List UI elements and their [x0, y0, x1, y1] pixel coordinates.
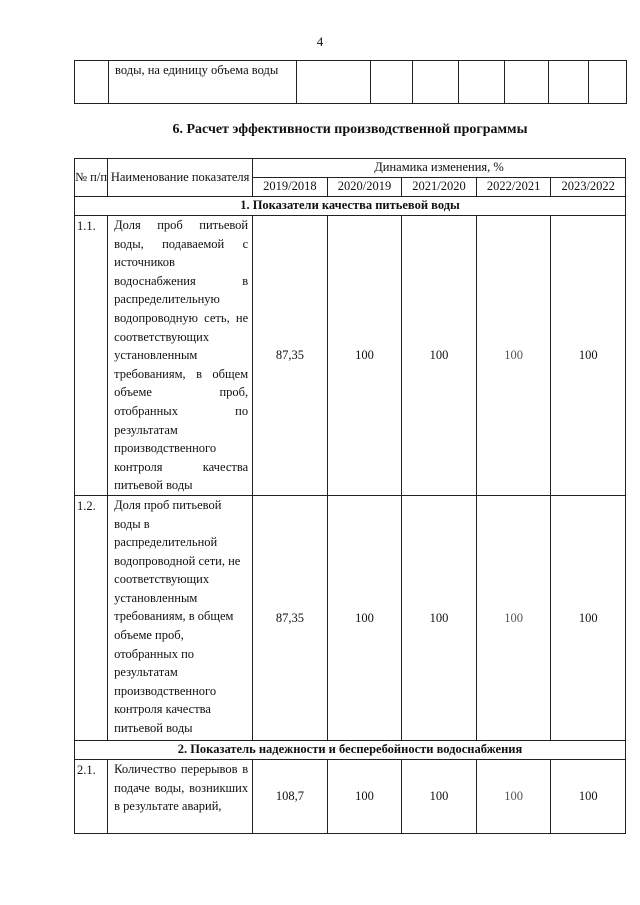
header-name: Наименование показателя [108, 159, 253, 197]
row-num: 2.1. [75, 759, 108, 833]
header-num: № п/п [75, 159, 108, 197]
section-heading: 6. Расчет эффективности производственной программы [172, 122, 528, 137]
page-number: 4 [316, 34, 324, 49]
fragment-cell [505, 61, 549, 104]
row-value: 100 [402, 495, 477, 740]
row-value: 87,35 [253, 495, 328, 740]
fragment-cell [589, 61, 627, 104]
header-year: 2019/2018 [253, 178, 328, 197]
continued-table-fragment [74, 60, 627, 104]
row-value: 87,35 [253, 216, 328, 496]
fragment-cell [297, 61, 371, 104]
group-title: 1. Показатели качества питьевой воды [75, 197, 626, 216]
fragment-text: воды, на единицу объема воды [109, 61, 297, 104]
header-year: 2021/2020 [402, 178, 477, 197]
efficiency-table [74, 158, 626, 834]
header-year: 2020/2019 [327, 178, 402, 197]
fragment-cell [371, 61, 413, 104]
row-num: 1.2. [75, 495, 108, 740]
header-year: 2022/2021 [476, 178, 551, 197]
row-value: 100 [327, 216, 402, 496]
fragment-cell [413, 61, 459, 104]
row-value: 100 [327, 759, 402, 833]
row-name: Количество перерывов в подаче воды, возникших в результате аварий, [108, 759, 253, 833]
row-value: 100 [327, 495, 402, 740]
row-value: 108,7 [253, 759, 328, 833]
row-value: 100 [476, 759, 551, 833]
fragment-cell [459, 61, 505, 104]
row-value: 100 [551, 216, 626, 496]
row-num: 1.1. [75, 216, 108, 496]
row-value: 100 [551, 759, 626, 833]
header-year: 2023/2022 [551, 178, 626, 197]
row-value: 100 [402, 759, 477, 833]
group-title: 2. Показатель надежности и бесперебойности водоснабжения [75, 740, 626, 759]
row-value: 100 [476, 495, 551, 740]
row-value: 100 [476, 216, 551, 496]
row-value: 100 [402, 216, 477, 496]
fragment-cell [549, 61, 589, 104]
row-name: Доля проб питьевой воды в распределительной водопроводной сети, не соответствующих установленным требованиям, в общем объеме проб, отобранных по результатам производственного контроля качества питьевой воды [108, 495, 253, 740]
row-value: 100 [551, 495, 626, 740]
fragment-cell [75, 61, 109, 104]
row-name: Доля проб питьевой воды, подаваемой с источников водоснабжения в распределительную водопроводную сеть, не соответствующих установленным требованиям, в общем объеме проб, отобранных по результатам производственного контроля качества питьевой воды [108, 216, 253, 496]
header-dynamics: Динамика изменения, % [253, 159, 626, 178]
